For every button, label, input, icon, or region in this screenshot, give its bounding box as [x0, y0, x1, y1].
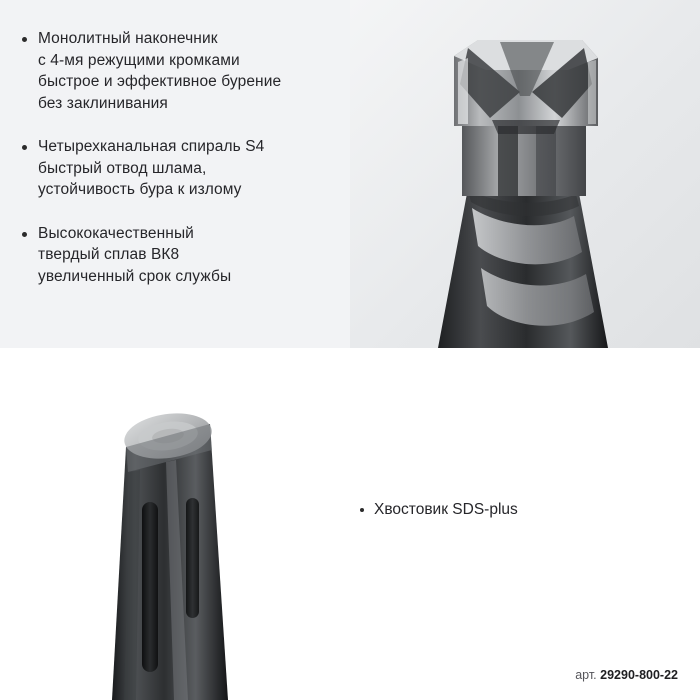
feature-list — [22, 28, 342, 309]
bottom-panel — [0, 352, 700, 700]
feature-line: увеличенный срок службы — [38, 267, 232, 285]
feature-item-spiral — [22, 136, 342, 201]
feature-item-tip — [22, 28, 342, 114]
article-number — [575, 668, 678, 682]
drill-bit-shank-photo — [0, 352, 350, 700]
feature-line: с 4-мя режущими кромками — [38, 51, 240, 69]
feature-line: твердый сплав ВК8 — [38, 246, 180, 263]
article-value: 29290-800-22 — [600, 668, 678, 682]
feature-line: Высококачественный — [38, 224, 194, 242]
feature-line: Монолитный наконечник — [38, 30, 218, 47]
drill-bit-tip-photo — [350, 0, 700, 348]
bullet-icon — [22, 232, 27, 237]
feature-line: устойчивость бура к излому — [38, 181, 242, 198]
bullet-icon — [360, 508, 364, 512]
bullet-icon — [22, 37, 27, 42]
feature-line: быстрый отвод шлама, — [38, 159, 207, 177]
shank-note-label: Хвостовик SDS-plus — [374, 501, 518, 518]
feature-line: быстрое и эффективное бурение — [38, 73, 282, 90]
bullet-icon — [22, 145, 27, 150]
feature-item-alloy — [22, 223, 342, 288]
article-label: арт. — [575, 668, 597, 682]
shank-note — [360, 500, 518, 520]
top-panel — [0, 0, 700, 348]
feature-line: без заклинивания — [38, 94, 168, 112]
feature-line: Четырехканальная спираль S4 — [38, 138, 265, 155]
